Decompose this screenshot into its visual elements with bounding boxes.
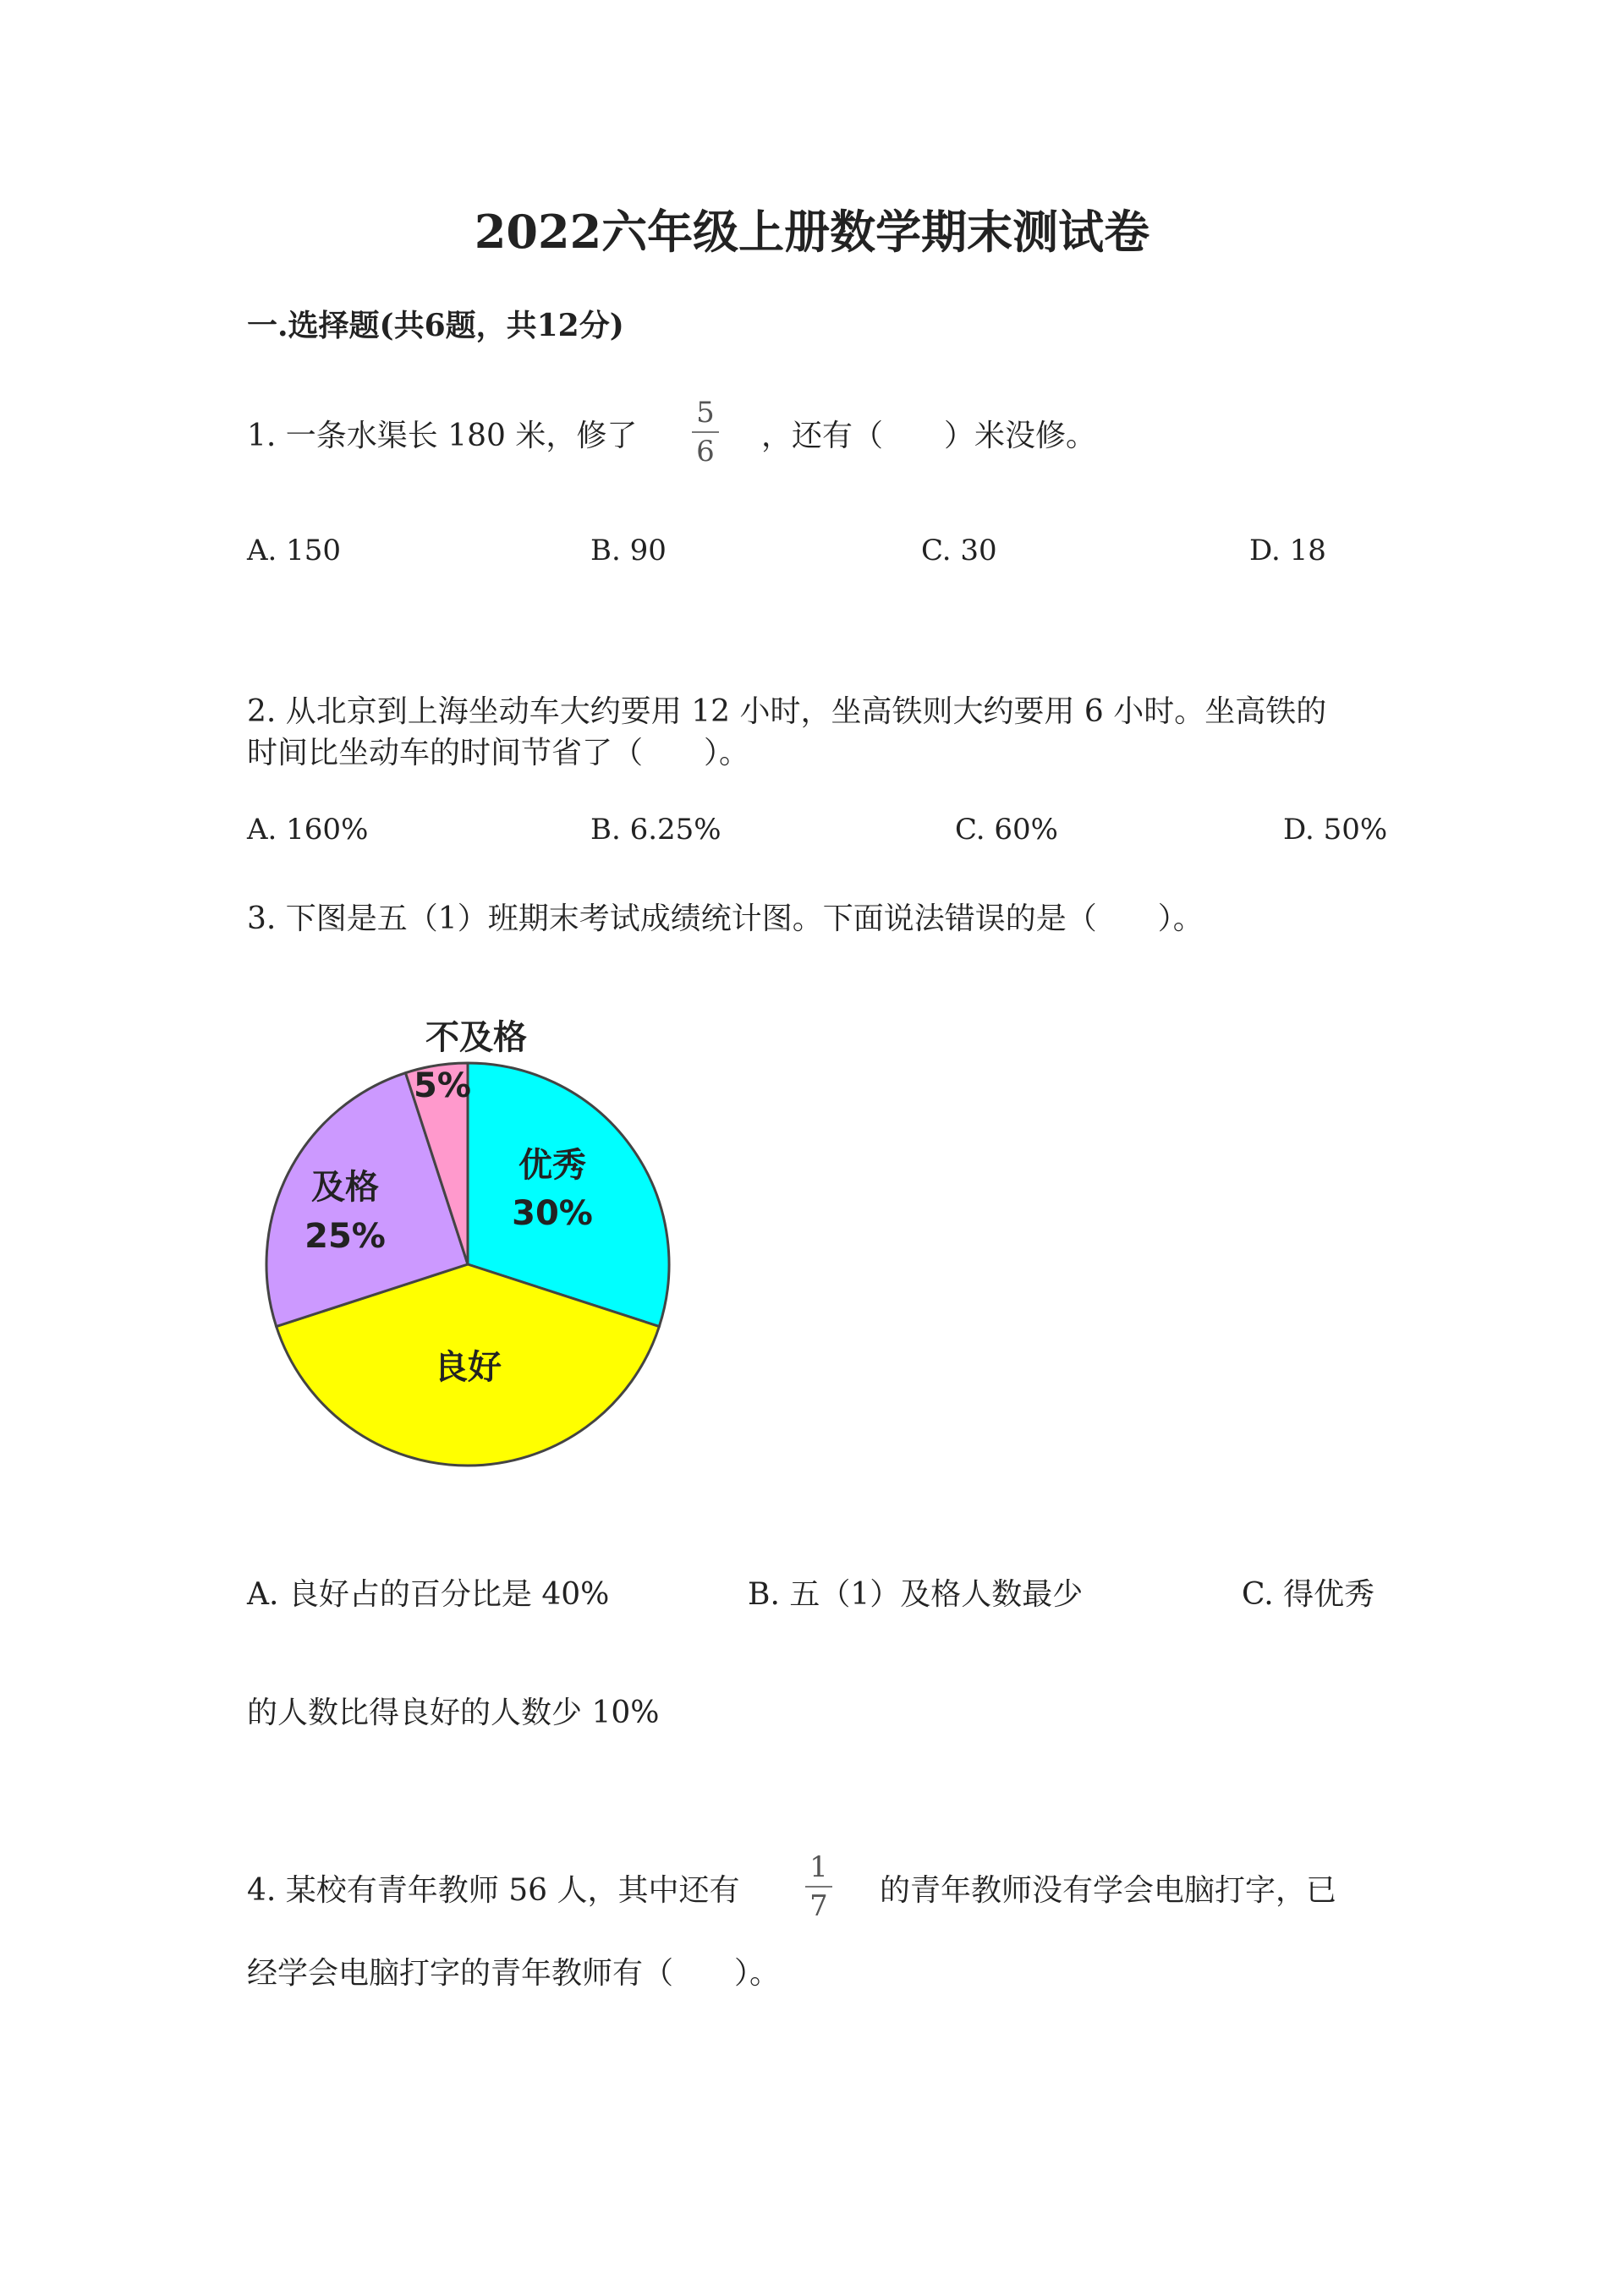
- q2-stem-line1: 2. 从北京到上海坐动车大约要用 12 小时，坐高铁则大约要用 6 小时。坐高铁的: [247, 694, 1327, 729]
- q3-option-b: B. 五（1）及格人数最少: [748, 1577, 1084, 1612]
- pie-label-excellent: 优秀: [518, 1146, 586, 1185]
- section-heading: 一.选择题(共6题，共12分): [247, 308, 624, 343]
- q3-option-c: C. 得优秀: [1242, 1577, 1375, 1612]
- q2-option-b: B. 6.25%: [590, 813, 721, 847]
- q3-option-a: A. 良好占的百分比是 40%: [247, 1577, 610, 1612]
- page-title: 2022六年级上册数学期末测试卷: [474, 205, 1150, 259]
- q1-option-a: A. 150: [247, 534, 342, 567]
- q4-stem-pre: 4. 某校有青年教师 56 人，其中还有: [247, 1873, 740, 1908]
- pie-value-pass: 25%: [304, 1217, 386, 1256]
- pie-chart: [254, 1011, 694, 1484]
- q1-fraction-bar: [692, 431, 719, 433]
- q4-stem-post: 的青年教师没有学会电脑打字，已: [880, 1873, 1337, 1908]
- q2-option-c: C. 60%: [955, 813, 1058, 847]
- q4-fraction-numerator: 1: [809, 1850, 828, 1884]
- q4-fraction-bar: [805, 1886, 832, 1888]
- q1-stem-post: ，还有（ ）米没修。: [761, 419, 1097, 453]
- q1-fraction-denominator: 6: [696, 435, 715, 469]
- pie-value-excellent: 30%: [512, 1194, 593, 1233]
- q2-option-a: A. 160%: [247, 813, 369, 847]
- q1-stem-pre: 1. 一条水渠长 180 米，修了: [247, 419, 638, 453]
- pie-value-fail: 5%: [414, 1066, 471, 1105]
- q1-fraction-numerator: 5: [696, 396, 715, 430]
- q1-fraction: [689, 396, 722, 469]
- pie-label-good: 良好: [434, 1348, 502, 1387]
- q4-stem-line2: 经学会电脑打字的青年教师有（ ）。: [247, 1956, 781, 1991]
- q1-option-d: D. 18: [1249, 534, 1326, 567]
- q3-stem: 3. 下图是五（1）班期末考试成绩统计图。下面说法错误的是（ ）。: [247, 901, 1204, 936]
- q4-fraction-denominator: 7: [809, 1889, 828, 1923]
- q3-option-c-continued: 的人数比得良好的人数少 10%: [247, 1696, 660, 1730]
- q2-option-d: D. 50%: [1283, 813, 1388, 847]
- pie-label-pass: 及格: [311, 1168, 379, 1207]
- q4-fraction: [802, 1850, 836, 1923]
- pie-label-fail: 不及格: [425, 1018, 527, 1057]
- q1-option-c: C. 30: [921, 534, 997, 567]
- q2-stem-line2: 时间比坐动车的时间节省了（ ）。: [247, 736, 750, 770]
- q1-option-b: B. 90: [590, 534, 667, 567]
